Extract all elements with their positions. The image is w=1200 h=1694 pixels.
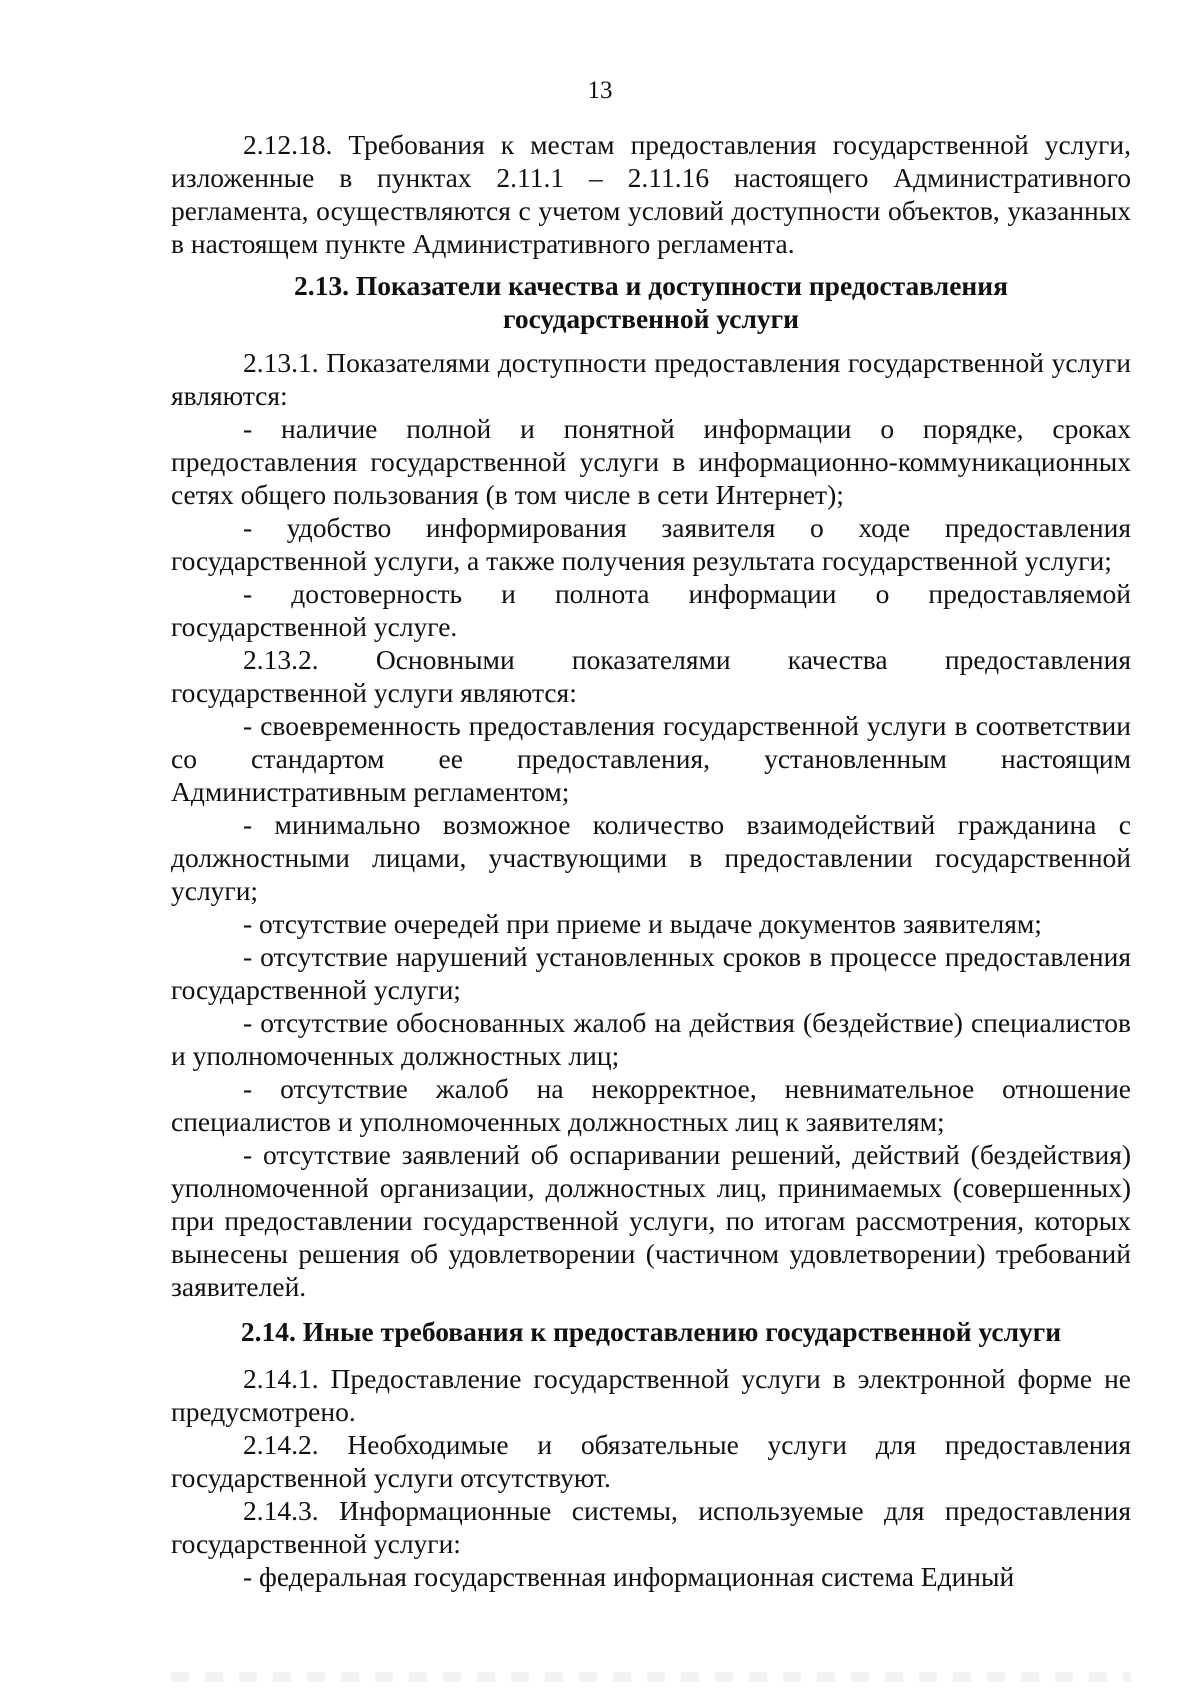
list-item: - федеральная государственная информационная система Единый xyxy=(243,1561,1015,1592)
list-item: - отсутствие заявлений об оспаривании решений, действий (бездействия) уполномоченной организации, должностных лиц, принимаемых (совершенных) при предоставлении государственной услуги, по итогам рассмотрения, которых вынесены решения об удовлетворении (частичном удовлетворении) требований заявителей. xyxy=(171,1139,1131,1302)
paragraph-2-12-18: 2.12.18. Требования к местам предоставления государственной услуги, изложенные в пунктах 2.11.1 – 2.11.16 настоящего Административного регламента, осуществляются с учетом условий доступности объектов, указанных в настоящем пункте Административного регламента. xyxy=(171,129,1131,259)
list-item: - отсутствие нарушений установленных сроков в процессе предоставления государственной услуги; xyxy=(171,941,1131,1005)
paragraph-2-14-2: 2.14.2. Необходимые и обязательные услуги для предоставления государственной услуги отсутствуют. xyxy=(171,1429,1131,1493)
paragraph-2-13-1: 2.13.1. Показателями доступности предоставления государственной услуги являются: xyxy=(171,347,1131,411)
section-heading-2-13 xyxy=(171,269,1131,335)
list-item: - достоверность и полнота информации о предоставляемой государственной услуге. xyxy=(171,578,1131,642)
paragraph-2-13-2: 2.13.2. Основными показателями качества предоставления государственной услуги являются: xyxy=(171,644,1131,708)
document-body xyxy=(171,128,1131,1593)
page-number: 13 xyxy=(587,77,613,104)
list-item: - отсутствие очередей при приеме и выдаче документов заявителям; xyxy=(243,908,1042,939)
list-item: - отсутствие обоснованных жалоб на действия (бездействие) специалистов и уполномоченных должностных лиц; xyxy=(171,1007,1131,1071)
list-item: - наличие полной и понятной информации о порядке, сроках предоставления государственной услуги в информационно-коммуникационных сетях общего пользования (в том числе в сети Интернет); xyxy=(171,413,1131,510)
list-item: - своевременность предоставления государственной услуги в соответствии со стандартом ее предоставления, установленным настоящим Административным регламентом; xyxy=(171,710,1131,807)
list-item: - удобство информирования заявителя о ходе предоставления государственной услуги, а также получения результата государственной услуги; xyxy=(171,512,1131,576)
list-item: - минимально возможное количество взаимодействий гражданина с должностными лицами, участвующими в предоставлении государственной услуги; xyxy=(171,809,1131,906)
paragraph-2-14-1: 2.14.1. Предоставление государственной услуги в электронной форме не предусмотрено. xyxy=(171,1363,1131,1427)
paragraph-2-14-3: 2.14.3. Информационные системы, используемые для предоставления государственной услуги: xyxy=(171,1495,1131,1559)
section-heading-2-13-line-1: 2.13. Показатели качества и доступности предоставления xyxy=(294,270,1008,301)
list-item: - отсутствие жалоб на некорректное, невнимательное отношение специалистов и уполномоченных должностных лиц к заявителям; xyxy=(171,1073,1131,1137)
section-heading-2-13-line-2: государственной услуги xyxy=(503,303,799,334)
bleed-through-text xyxy=(171,1672,1131,1682)
section-heading-2-14: 2.14. Иные требования к предоставлению государственной услуги xyxy=(240,1316,1062,1347)
